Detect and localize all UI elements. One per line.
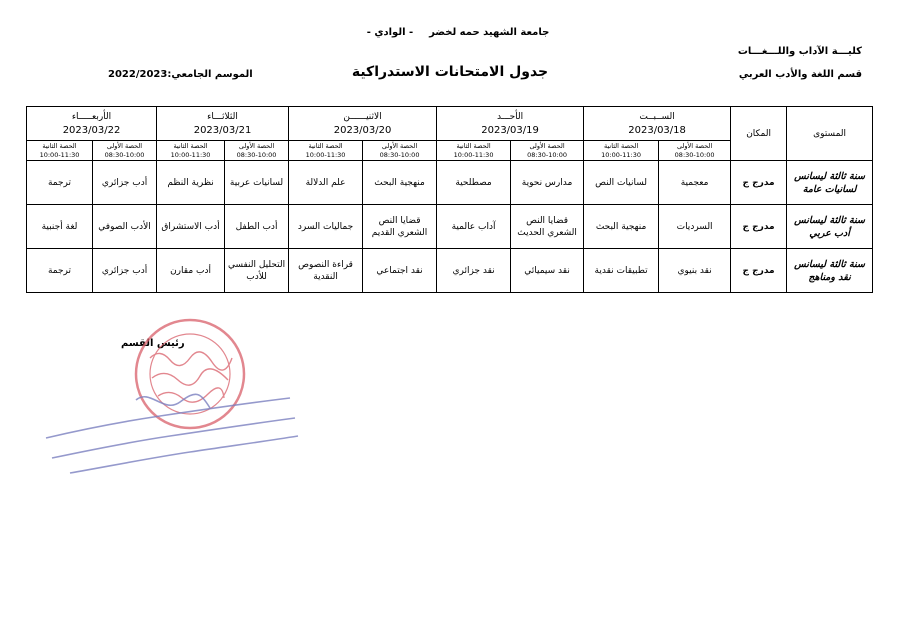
slot-header: الحصة الأولى 08:30-10:00	[93, 141, 157, 161]
level-header: المستوى	[787, 107, 873, 161]
exam-cell: مصطلحية	[437, 161, 511, 205]
page-title: جدول الامتحانات الاستدراكية	[351, 64, 549, 80]
exam-schedule-table	[26, 106, 873, 293]
university-name: جامعة الشهيد حمه لخضر- الوادي -	[366, 27, 550, 38]
day-name: الاثنيــــــن	[343, 111, 382, 122]
exam-cell: تطبيقات نقدية	[584, 249, 659, 293]
slot-header: الحصة الثانية 10:00-11:30	[584, 141, 659, 161]
day-header	[27, 107, 157, 141]
day-name: الأربعـــــاء	[71, 111, 112, 122]
exam-cell: علم الدلالة	[289, 161, 363, 205]
day-header	[157, 107, 289, 141]
slot-header: الحصة الأولى 08:30-10:00	[659, 141, 731, 161]
exam-cell: منهجية البحث	[363, 161, 437, 205]
place-cell: مدرج ج	[731, 205, 787, 249]
exam-cell: نقد جزائري	[437, 249, 511, 293]
exam-cell: نظرية النظم	[157, 161, 225, 205]
slot-header: الحصة الثانية 10:00-11:30	[157, 141, 225, 161]
exam-cell: الأدب الصوفي	[93, 205, 157, 249]
exam-cell: لغة أجنبية	[27, 205, 93, 249]
department-name: قسم اللغة والأدب العربي	[738, 69, 862, 80]
exam-cell: السرديات	[659, 205, 731, 249]
exam-cell: جماليات السرد	[289, 205, 363, 249]
exam-cell: نقد اجتماعي	[363, 249, 437, 293]
exam-cell: أدب الاستشراق	[157, 205, 225, 249]
department-head-title: رئيس القسم	[121, 338, 185, 349]
faculty-name: كليـــة الآداب واللـــغـــات	[737, 46, 862, 57]
exam-cell: آداب عالمية	[437, 205, 511, 249]
day-header	[584, 107, 731, 141]
slot-header: الحصة الأولى 08:30-10:00	[225, 141, 289, 161]
level-cell: سنة ثالثة ليسانس لسانيات عامة	[787, 161, 873, 205]
place-cell: مدرج ج	[731, 249, 787, 293]
day-name: الأحـــد	[496, 111, 524, 122]
slot-header: الحصة الأولى 08:30-10:00	[511, 141, 584, 161]
day-name: الثلاثـــاء	[207, 111, 238, 122]
exam-cell: نقد بنيوي	[659, 249, 731, 293]
exam-cell: قضايا النص الشعري القديم	[363, 205, 437, 249]
place-header: المكان	[731, 107, 787, 161]
stamp-graphic	[40, 318, 300, 488]
slot-header: الحصة الثانية 10:00-11:30	[27, 141, 93, 161]
department-stamp	[40, 318, 300, 488]
exam-cell: أدب الطفل	[225, 205, 289, 249]
exam-cell: لسانيات النص	[584, 161, 659, 205]
exam-cell: ترجمة	[27, 161, 93, 205]
exam-cell: قراءة النصوص النقدية	[289, 249, 363, 293]
day-date: 2023/03/21	[193, 124, 252, 136]
exam-cell: لسانيات عربية	[225, 161, 289, 205]
level-cell: سنة ثالثة ليسانس أدب عربي	[787, 205, 873, 249]
exam-cell: قضايا النص الشعري الحديث	[511, 205, 584, 249]
slot-header: الحصة الثانية 10:00-11:30	[437, 141, 511, 161]
level-cell: سنة ثالثة ليسانس نقد ومناهج	[787, 249, 873, 293]
day-name: الســبــت	[639, 111, 675, 122]
blue-signature-stamp	[46, 394, 298, 473]
exam-cell: مدارس نحوية	[511, 161, 584, 205]
table-row	[27, 205, 873, 249]
exam-cell: منهجية البحث	[584, 205, 659, 249]
exam-cell: أدب جزائري	[93, 161, 157, 205]
exam-cell: أدب مقارن	[157, 249, 225, 293]
day-date: 2023/03/19	[481, 124, 539, 136]
day-header	[289, 107, 437, 141]
exam-cell: نقد سيميائي	[511, 249, 584, 293]
table-row	[27, 161, 873, 205]
exam-cell: ترجمة	[27, 249, 93, 293]
slot-header: الحصة الأولى 08:30-10:00	[363, 141, 437, 161]
day-date: 2023/03/22	[62, 124, 121, 136]
slot-header: الحصة الثانية 10:00-11:30	[289, 141, 363, 161]
day-header	[437, 107, 584, 141]
place-cell: مدرج ج	[731, 161, 787, 205]
table-row	[27, 249, 873, 293]
exam-cell: التحليل النفسي للأدب	[225, 249, 289, 293]
day-date: 2023/03/18	[628, 124, 686, 136]
academic-season: الموسم الجامعي:2022/2023	[108, 69, 253, 80]
exam-cell: أدب جزائري	[93, 249, 157, 293]
day-date: 2023/03/20	[333, 124, 392, 136]
exam-cell: معجمية	[659, 161, 731, 205]
